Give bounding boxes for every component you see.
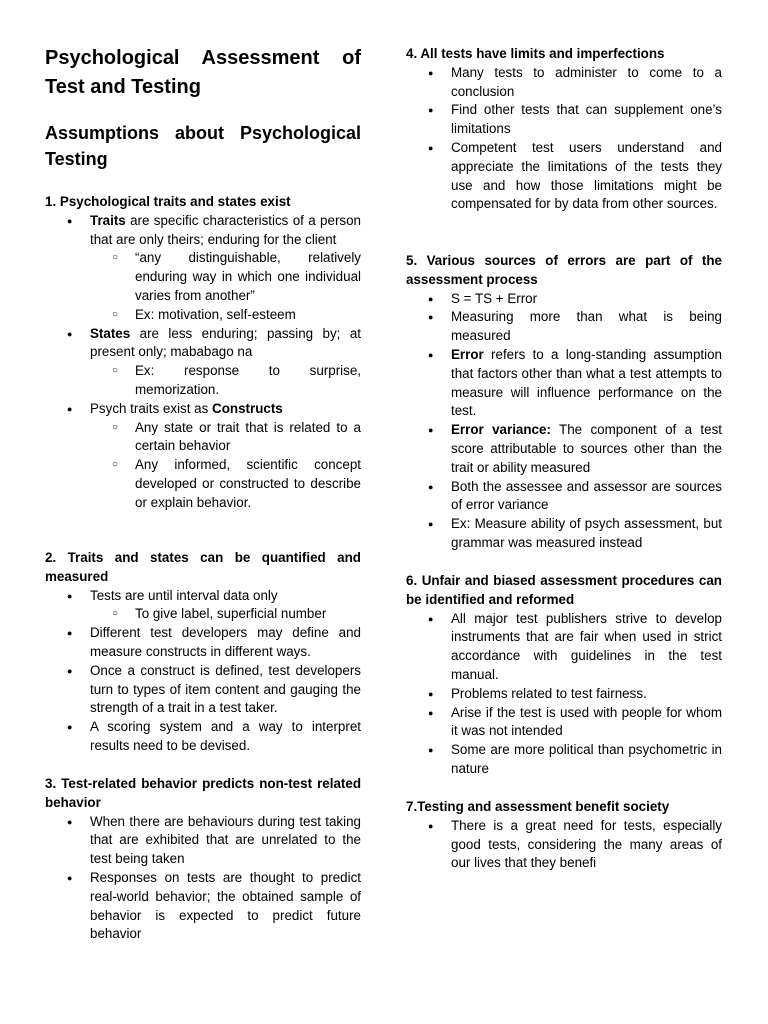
sub-list-item: ○ “any distinguishable, relatively enduring way in which one individual varies from another” [90,249,361,305]
section-heading: 3. Test-related behavior predicts non-test related behavior [45,776,361,810]
term: States [90,325,131,341]
list-item: ● Both the assessee and assessor are sources of error variance [406,478,722,516]
definition: Psych traits exist as [90,400,213,416]
list-item: ● Measuring more than what is being measured [406,308,722,346]
section-heading: 6. Unfair and biased assessment procedures can be identified and reformed [406,573,722,607]
list-item: ● Arise if the test is used with people for whom it was not intended [406,704,722,742]
list-item: ● When there are behaviours during test taking that are exhibited that are unrelated to the test being taken [45,813,361,869]
section-heading: 4. All tests have limits and imperfections [406,46,665,61]
list-item-text: Tests are until interval data only [90,587,278,603]
list-item: ● Some are more political than psychometric in nature [406,741,722,779]
bullet-list [45,813,361,945]
definition: are less enduring; passing by; at present only; mababago na [90,325,361,360]
section-4 [406,45,722,214]
definition: are specific characteristics of a person that are only theirs; enduring for the client [90,212,361,247]
section-1 [45,193,361,513]
list-item: ● There is a great need for tests, especially good tests, considering the many areas of our lives that they benefi [406,817,722,873]
list-item: ● All major test publishers strive to develop instruments that are fair when used in strict accordance with guidelines in the test manual. [406,610,722,685]
list-item: ● Problems related to test fairness. [406,685,722,704]
list-item: ● Many tests to administer to come to a conclusion [406,64,722,102]
sub-list [135,362,361,400]
sub-list [135,249,361,324]
sub-list-item: ○ Any informed, scientific concept developed or constructed to describe or explain behavior. [90,456,361,512]
list-item: ● Responses on tests are thought to predict real-world behavior; the obtained sample of behavior is expected to predict future behavior [45,869,361,944]
list-item [406,421,722,477]
list-item: ● A scoring system and a way to interpret results need to be devised. [45,718,361,756]
page-subtitle: Assumptions about Psychological Testing [45,123,361,169]
sub-list-item: ○ Ex: motivation, self-esteem [90,306,361,325]
page-title: Psychological Assessment of Test and Testing [45,47,361,98]
section-5 [406,252,722,553]
list-item: ● Different test developers may define and measure constructs in different ways. [45,624,361,662]
section-3 [45,775,361,944]
section-heading: 2. Traits and states can be quantified and measured [45,550,361,584]
sub-list [135,419,361,513]
section-heading: 1. Psychological traits and states exist [45,194,291,209]
term: Error [451,346,484,362]
bullet-list [406,64,722,214]
section-2 [45,549,361,756]
definition: The component of a test score attributable to sources other than the trait or ability measured [451,422,722,475]
section-7 [406,798,722,873]
term: Constructs [212,400,283,416]
list-item [45,212,361,325]
sub-list-item: ○ To give label, superficial number [90,605,361,624]
term: Traits [90,212,126,228]
list-item [45,325,361,400]
bullet-list [45,212,361,513]
bullet-list [406,610,722,779]
list-item [406,346,722,421]
sub-list-item: ○ Ex: response to surprise, memorization. [90,362,361,400]
list-item: ● Competent test users understand and appreciate the limitations of the tests they use and how those limitations might be compensated for by data from other sources. [406,139,722,214]
list-item: ● Once a construct is defined, test developers turn to types of item content and gauging the strength of a trait in a test taker. [45,662,361,718]
bullet-list [406,290,722,553]
section-6 [406,572,722,779]
bullet-list [45,587,361,756]
sub-list-item: ○ Any state or trait that is related to a certain behavior [90,419,361,457]
list-item [45,587,361,625]
definition: refers to a long-standing assumption that factors other than what a test attempts to measure will influence performance on the test. [451,346,722,419]
term: Error variance: [451,422,551,438]
sub-list [135,605,361,624]
list-item: ● Find other tests that can supplement one’s limitations [406,101,722,139]
list-item [45,400,361,513]
bullet-list [406,817,722,873]
section-heading: 5. Various sources of errors are part of the assessment process [406,253,722,287]
list-item: ● Ex: Measure ability of psych assessment, but grammar was measured instead [406,515,722,553]
section-heading: 7.Testing and assessment benefit society [406,799,670,814]
list-item: ● S = TS + Error [406,290,722,309]
